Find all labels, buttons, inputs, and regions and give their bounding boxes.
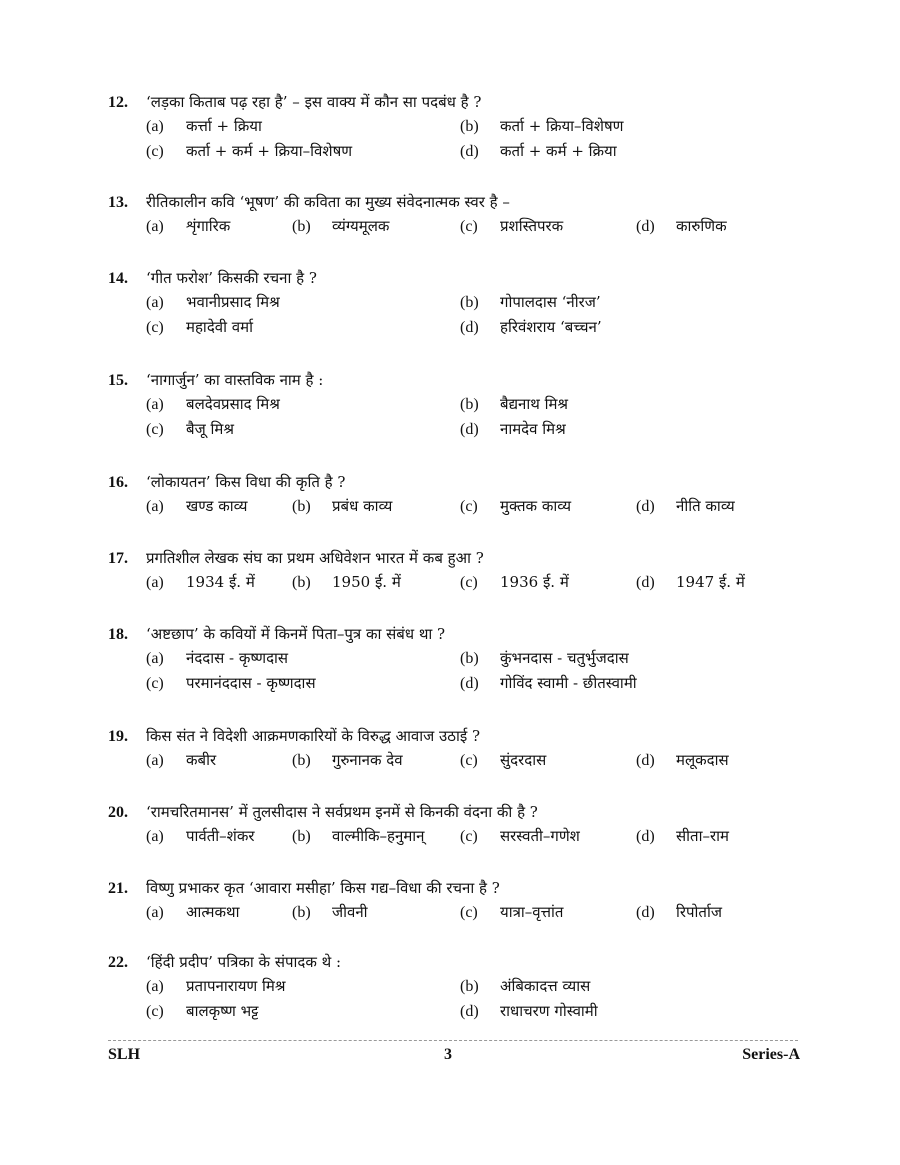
option: [146, 394, 280, 414]
option-label: (b): [292, 828, 311, 845]
option: [460, 394, 568, 414]
option: [292, 572, 401, 592]
question-number: 19.: [108, 728, 128, 745]
option: [292, 216, 389, 236]
option: [460, 116, 624, 136]
option-label: (a): [146, 294, 164, 311]
option-label: (d): [636, 498, 655, 515]
question-22: [108, 952, 808, 1026]
option: [460, 572, 569, 592]
option: [146, 419, 234, 439]
option-text: पार्वती–शंकर: [186, 827, 255, 845]
option: [460, 496, 571, 516]
question-12: [108, 92, 808, 166]
question-text: ‘लोकायतन’ किस विधा की कृति है ?: [146, 473, 346, 491]
option-label: (b): [292, 752, 311, 769]
option-text: कबीर: [186, 751, 217, 769]
question-number: 17.: [108, 550, 128, 567]
option: [460, 1001, 598, 1021]
option-text: आत्मकथा: [186, 903, 240, 921]
option: [460, 216, 563, 236]
option-label: (b): [460, 650, 479, 667]
option-text: कर्ता + कर्म + क्रिया: [500, 142, 617, 160]
option-label: (a): [146, 828, 164, 845]
option: [146, 902, 240, 922]
question-18: [108, 624, 808, 698]
footer-series: Series-A: [742, 1046, 800, 1063]
question-text: किस संत ने विदेशी आक्रमणकारियों के विरुद्ध आवाज उठाई ?: [146, 727, 481, 745]
option-text: व्यंग्यमूलक: [332, 217, 390, 235]
option-label: (c): [460, 752, 478, 769]
option-text: 1934 ई. में: [186, 573, 255, 591]
option: [636, 902, 722, 922]
option-label: (c): [146, 143, 164, 160]
option: [460, 976, 590, 996]
option-text: कारुणिक: [676, 217, 727, 235]
question-number: 18.: [108, 626, 128, 643]
option-label: (a): [146, 218, 164, 235]
question-15: [108, 370, 808, 444]
option-label: (d): [636, 218, 655, 235]
option-label: (a): [146, 978, 164, 995]
option: [146, 572, 255, 592]
option-label: (a): [146, 904, 164, 921]
option-text: मुक्तक काव्य: [500, 497, 572, 515]
question-13: [108, 192, 808, 241]
question-number: 12.: [108, 94, 128, 111]
option-text: जीवनी: [332, 903, 368, 921]
option-text: गोपालदास ‘नीरज’: [500, 293, 601, 311]
option: [292, 750, 403, 770]
option-text: सुंदरदास: [500, 751, 547, 769]
option: [146, 648, 288, 668]
option-label: (a): [146, 752, 164, 769]
question-19: [108, 726, 808, 775]
option: [460, 419, 566, 439]
option-text: प्रबंध काव्य: [332, 497, 393, 515]
option: [146, 216, 230, 236]
option-label: (c): [460, 498, 478, 515]
option-text: हरिवंशराय ‘बच्चन’: [500, 318, 602, 336]
question-text: विष्णु प्रभाकर कृत ‘आवारा मसीहा’ किस गद्य–विधा की रचना है ?: [146, 879, 500, 897]
option-label: (c): [146, 675, 164, 692]
question-number: 20.: [108, 804, 128, 821]
option-label: (a): [146, 396, 164, 413]
option-text: बैजू मिश्र: [186, 420, 234, 438]
option-text: बालकृष्ण भट्ट: [186, 1002, 259, 1020]
question-number: 14.: [108, 270, 128, 287]
question-17: [108, 548, 808, 597]
question-number: 22.: [108, 954, 128, 971]
option: [460, 673, 637, 693]
question-text: ‘रामचरितमानस’ में तुलसीदास ने सर्वप्रथम इनमें से किनकी वंदना की है ?: [146, 803, 538, 821]
option-label: (b): [460, 118, 479, 135]
option-text: गोविंद स्वामी - छीतस्वामी: [500, 674, 637, 692]
option-label: (b): [292, 574, 311, 591]
question-text: ‘गीत फरोश’ किसकी रचना है ?: [146, 269, 317, 287]
option: [636, 750, 729, 770]
option: [636, 572, 745, 592]
option-text: महादेवी वर्मा: [186, 318, 253, 336]
option: [460, 141, 617, 161]
option: [460, 750, 546, 770]
option: [636, 496, 735, 516]
option-label: (d): [636, 904, 655, 921]
option: [146, 141, 352, 161]
option-text: सरस्वती–गणेश: [500, 827, 580, 845]
question-14: [108, 268, 808, 342]
option-text: यात्रा–वृत्तांत: [500, 903, 564, 921]
option-label: (d): [460, 675, 479, 692]
option: [460, 902, 563, 922]
option-label: (b): [460, 396, 479, 413]
option-text: 1950 ई. में: [332, 573, 401, 591]
option-text: गुरुनानक देव: [332, 751, 403, 769]
question-number: 21.: [108, 880, 128, 897]
option-text: प्रशस्तिपरक: [500, 217, 564, 235]
option-label: (c): [146, 421, 164, 438]
option-label: (c): [460, 828, 478, 845]
option-label: (b): [292, 218, 311, 235]
option-text: प्रतापनारायण मिश्र: [186, 977, 286, 995]
question-text: ‘नागार्जुन’ का वास्तविक नाम है :: [146, 371, 324, 389]
option-text: राधाचरण गोस्वामी: [500, 1002, 598, 1020]
footer-divider: [108, 1040, 798, 1041]
option: [460, 826, 580, 846]
option-text: नंददास - कृष्णदास: [186, 649, 289, 667]
option-label: (b): [292, 904, 311, 921]
option-text: कर्ता + कर्म + क्रिया–विशेषण: [186, 142, 353, 160]
option-label: (d): [636, 828, 655, 845]
option: [292, 496, 392, 516]
option: [460, 292, 601, 312]
option: [146, 673, 316, 693]
option-text: अंबिकादत्त व्यास: [500, 977, 591, 995]
option-text: वाल्मीकि–हनुमान्: [332, 827, 425, 845]
option-text: 1936 ई. में: [500, 573, 569, 591]
option-label: (d): [636, 574, 655, 591]
option-text: बलदेवप्रसाद मिश्र: [186, 395, 280, 413]
option-label: (d): [460, 319, 479, 336]
option-label: (d): [460, 1003, 479, 1020]
question-text: रीतिकालीन कवि ‘भूषण’ की कविता का मुख्य संवेदनात्मक स्वर है –: [146, 193, 510, 211]
option: [146, 496, 247, 516]
question-21: [108, 878, 808, 927]
option-text: 1947 ई. में: [676, 573, 745, 591]
question-text: ‘हिंदी प्रदीप’ पत्रिका के संपादक थे :: [146, 953, 342, 971]
option-text: कुंभनदास - चतुर्भुजदास: [500, 649, 629, 667]
option-text: शृंगारिक: [186, 217, 231, 235]
option: [146, 750, 216, 770]
option-label: (c): [460, 574, 478, 591]
option: [146, 292, 280, 312]
question-16: [108, 472, 808, 521]
option: [146, 826, 255, 846]
option-text: नीति काव्य: [676, 497, 735, 515]
option-text: नामदेव मिश्र: [500, 420, 566, 438]
option-text: कर्ता + क्रिया–विशेषण: [500, 117, 624, 135]
question-number: 15.: [108, 372, 128, 389]
option-label: (d): [636, 752, 655, 769]
question-20: [108, 802, 808, 851]
question-text: प्रगतिशील लेखक संघ का प्रथम अधिवेशन भारत में कब हुआ ?: [146, 549, 484, 567]
option-text: रिपोर्ताज: [676, 903, 722, 921]
option-text: कर्त्ता + क्रिया: [186, 117, 262, 135]
option: [146, 1001, 258, 1021]
option-label: (a): [146, 574, 164, 591]
option-text: परमानंददास - कृष्णदास: [186, 674, 316, 692]
option: [292, 826, 425, 846]
option-label: (d): [460, 143, 479, 160]
option: [636, 826, 729, 846]
option-label: (a): [146, 498, 164, 515]
option-label: (b): [460, 978, 479, 995]
option-text: खण्ड काव्य: [186, 497, 248, 515]
option-label: (c): [460, 218, 478, 235]
option: [460, 648, 629, 668]
question-number: 16.: [108, 474, 128, 491]
option-text: मलूकदास: [676, 751, 729, 769]
option: [636, 216, 727, 236]
option: [460, 317, 602, 337]
option: [292, 902, 368, 922]
option-label: (d): [460, 421, 479, 438]
option-label: (c): [146, 319, 164, 336]
option: [146, 116, 262, 136]
option-label: (a): [146, 118, 164, 135]
option-label: (b): [460, 294, 479, 311]
option-text: भवानीप्रसाद मिश्र: [186, 293, 280, 311]
footer-code: SLH: [108, 1046, 141, 1063]
option-label: (c): [460, 904, 478, 921]
option-label: (c): [146, 1003, 164, 1020]
option-text: सीता–राम: [676, 827, 729, 845]
page-number: 3: [444, 1046, 452, 1063]
question-number: 13.: [108, 194, 128, 211]
option-label: (a): [146, 650, 164, 667]
option: [146, 976, 286, 996]
question-text: ‘लड़का किताब पढ़ रहा है’ – इस वाक्य में कौन सा पदबंध है ?: [146, 93, 482, 111]
option-label: (b): [292, 498, 311, 515]
question-text: ‘अष्टछाप’ के कवियों में किनमें पिता–पुत्र का संबंध था ?: [146, 625, 446, 643]
option-text: बैद्यनाथ मिश्र: [500, 395, 569, 413]
option: [146, 317, 253, 337]
